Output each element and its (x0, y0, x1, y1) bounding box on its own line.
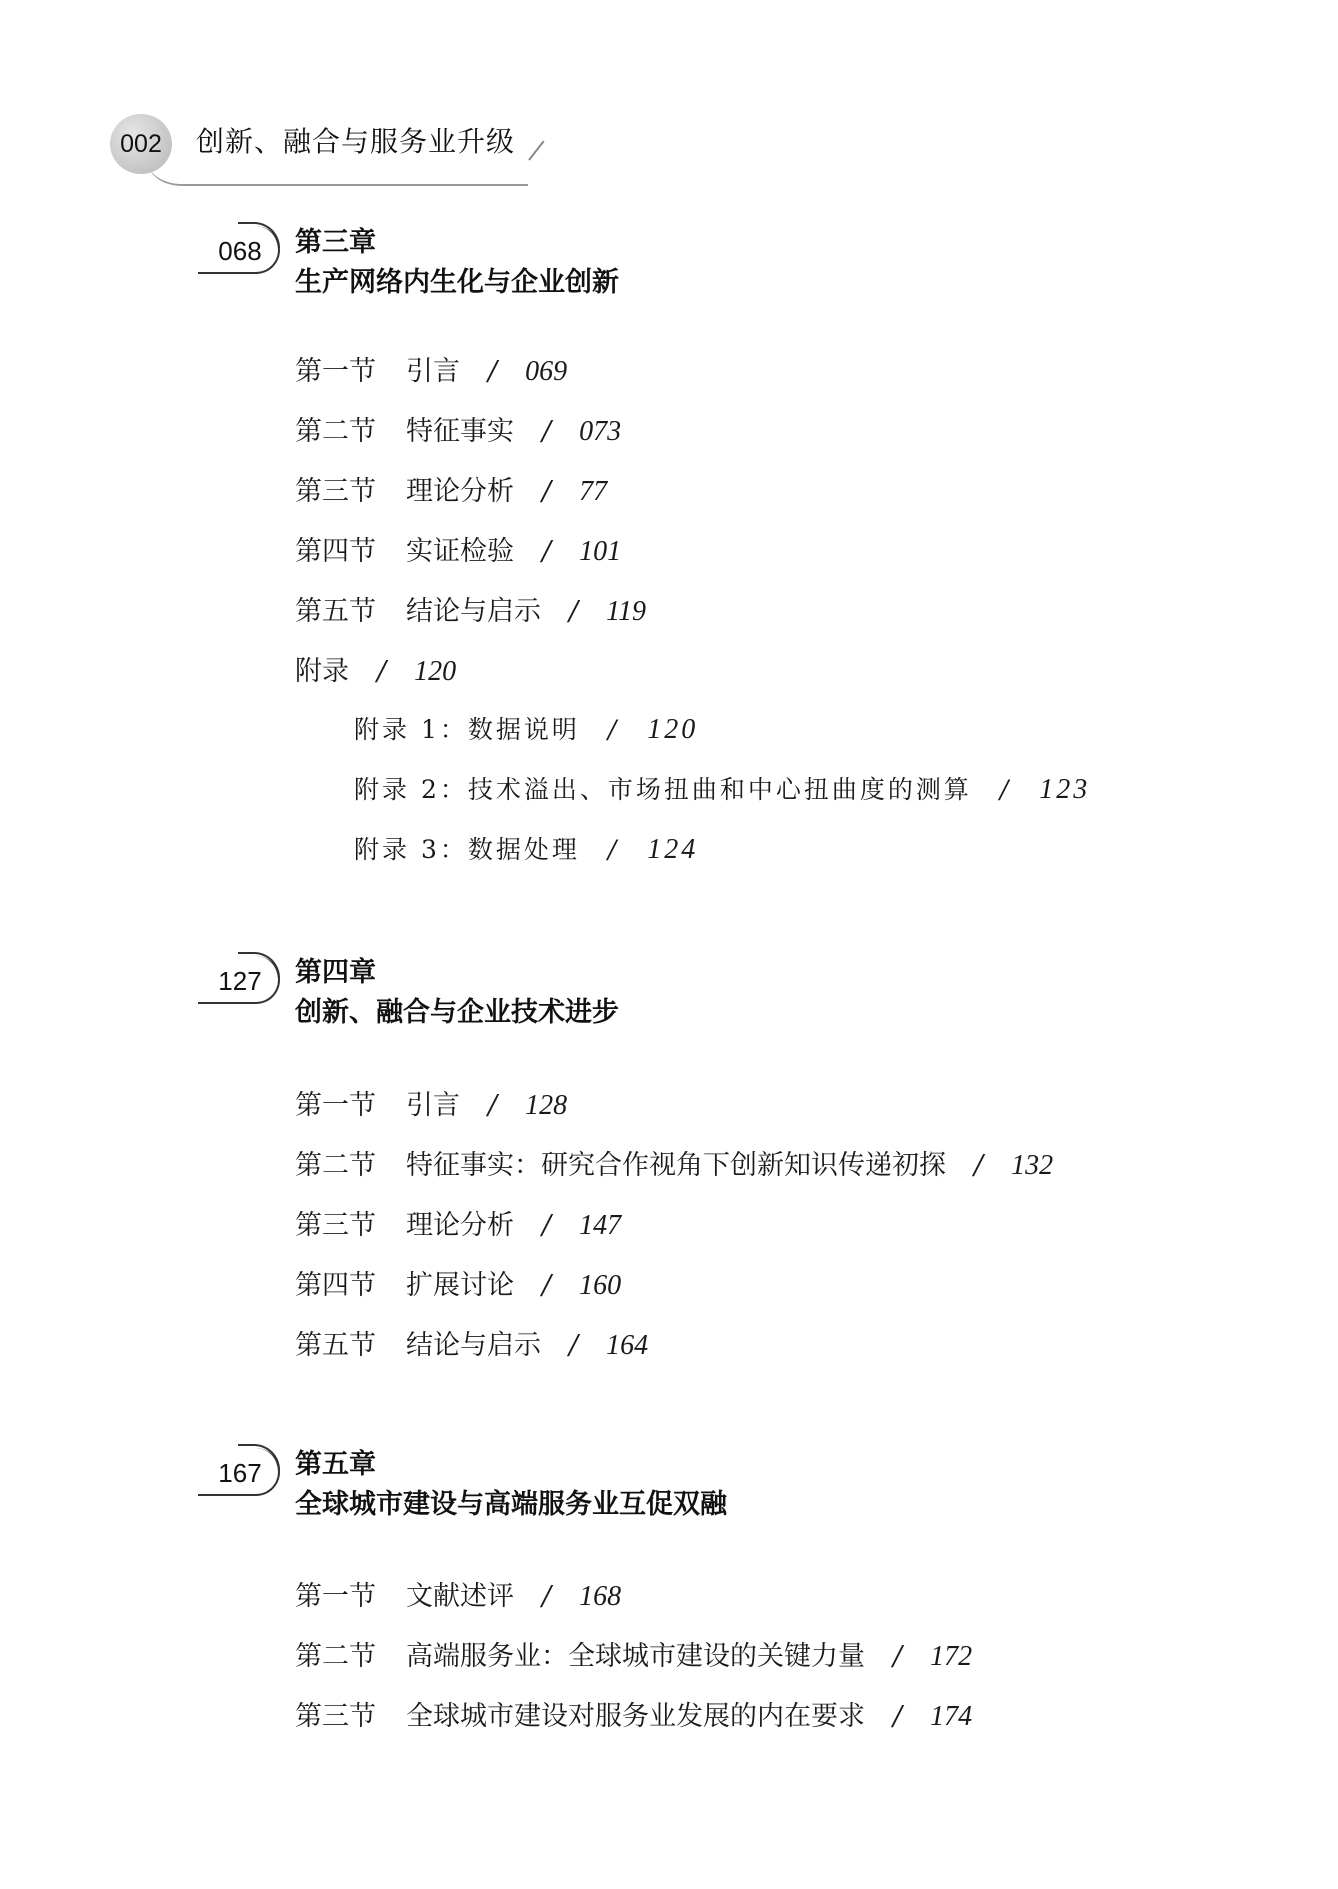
separator: / (542, 536, 552, 567)
separator: / (999, 775, 1012, 804)
separator: / (488, 356, 498, 387)
section-number: 第五节 (295, 1330, 376, 1361)
toc-entry[interactable] (295, 1083, 567, 1122)
header-tick (528, 140, 544, 160)
section-number: 第三节 (295, 1701, 376, 1732)
page-ref: 147 (579, 1210, 622, 1241)
page-ref: 77 (579, 476, 608, 507)
section-number: 第一节 (295, 356, 376, 387)
separator: / (542, 1210, 552, 1241)
toc-entry[interactable] (295, 1143, 1053, 1182)
page-number-badge: 002 (110, 114, 172, 174)
section-number: 第二节 (295, 1150, 376, 1181)
page-ref: 101 (579, 536, 622, 567)
section-title: 结论与启示 (406, 1330, 541, 1361)
page-ref: 120 (414, 656, 457, 687)
chapter-title[interactable]: 全球城市建设与高端服务业互促双融 (295, 1489, 727, 1520)
separator: / (542, 416, 552, 447)
chapter-label: 第四章 (295, 957, 376, 988)
page-ref: 073 (579, 416, 622, 447)
section-title: 引言 (406, 356, 460, 387)
page-ref: 123 (1039, 774, 1091, 805)
section-title: 全球城市建设对服务业发展的内在要求 (406, 1701, 865, 1732)
section-number: 第一节 (295, 1090, 376, 1121)
section-title: 特征事实 (406, 416, 514, 447)
chapter-page-number[interactable]: 127 (218, 966, 262, 996)
toc-entry[interactable] (295, 529, 621, 568)
page-ref: 174 (930, 1701, 973, 1732)
chapter-title[interactable]: 创新、融合与企业技术进步 (295, 997, 619, 1028)
separator: / (607, 835, 620, 864)
page-ref: 120 (647, 714, 699, 745)
toc-subentry[interactable] (354, 710, 698, 746)
separator: / (569, 596, 579, 627)
section-number: 第五节 (295, 596, 376, 627)
section-number: 第三节 (295, 1210, 376, 1241)
page-ref: 119 (606, 596, 647, 627)
section-title: 结论与启示 (406, 596, 541, 627)
page-ref: 160 (579, 1270, 622, 1301)
toc-entry[interactable] (295, 1574, 621, 1613)
section-title: 理论分析 (406, 476, 514, 507)
separator: / (542, 476, 552, 507)
separator: / (488, 1090, 498, 1121)
toc-subentry[interactable] (354, 830, 698, 866)
toc-entry[interactable] (295, 1323, 648, 1362)
appendix-title: 附录 3：数据处理 (354, 835, 580, 864)
separator: / (377, 656, 387, 687)
toc-subentry[interactable] (354, 770, 1090, 806)
section-number: 第四节 (295, 536, 376, 567)
separator: / (974, 1150, 984, 1181)
section-title: 实证检验 (406, 536, 514, 567)
chapter-page-number[interactable]: 167 (218, 1458, 262, 1488)
toc-entry[interactable] (295, 1203, 621, 1242)
section-title: 文献述评 (406, 1581, 514, 1612)
toc-entry[interactable] (295, 349, 567, 388)
page-ref: 132 (1011, 1150, 1054, 1181)
page-ref: 164 (606, 1330, 649, 1361)
separator: / (893, 1641, 903, 1672)
section-number: 第二节 (295, 416, 376, 447)
chapter-page-number[interactable]: 068 (218, 236, 262, 266)
toc-entry-appendix[interactable] (295, 649, 456, 688)
separator: / (607, 715, 620, 744)
separator: / (542, 1270, 552, 1301)
section-title: 附录 (295, 656, 349, 687)
toc-entry[interactable] (295, 469, 607, 508)
toc-entry[interactable] (295, 1694, 972, 1733)
section-title: 理论分析 (406, 1210, 514, 1241)
section-number: 第二节 (295, 1641, 376, 1672)
toc-entry[interactable] (295, 589, 646, 628)
section-title: 特征事实：研究合作视角下创新知识传递初探 (406, 1150, 946, 1181)
separator: / (569, 1330, 579, 1361)
page-ref: 124 (647, 834, 699, 865)
section-title: 引言 (406, 1090, 460, 1121)
section-title: 高端服务业：全球城市建设的关键力量 (406, 1641, 865, 1672)
page-ref: 172 (930, 1641, 973, 1672)
chapter-title[interactable]: 生产网络内生化与企业创新 (295, 267, 619, 298)
appendix-title: 附录 2：技术溢出、市场扭曲和中心扭曲度的测算 (354, 775, 972, 804)
page-ref: 069 (525, 356, 568, 387)
chapter-label: 第五章 (295, 1449, 376, 1480)
page-ref: 128 (525, 1090, 568, 1121)
toc-entry[interactable] (295, 1263, 621, 1302)
section-title: 扩展讨论 (406, 1270, 514, 1301)
section-number: 第一节 (295, 1581, 376, 1612)
running-header (108, 106, 548, 186)
toc-entry[interactable] (295, 1634, 972, 1673)
chapter-label: 第三章 (295, 227, 376, 258)
separator: / (893, 1701, 903, 1732)
section-number: 第四节 (295, 1270, 376, 1301)
appendix-title: 附录 1：数据说明 (354, 715, 580, 744)
book-title: 创新、融合与服务业升级 (196, 125, 516, 158)
section-number: 第三节 (295, 476, 376, 507)
page-ref: 168 (579, 1581, 622, 1612)
toc-entry[interactable] (295, 409, 621, 448)
separator: / (542, 1581, 552, 1612)
